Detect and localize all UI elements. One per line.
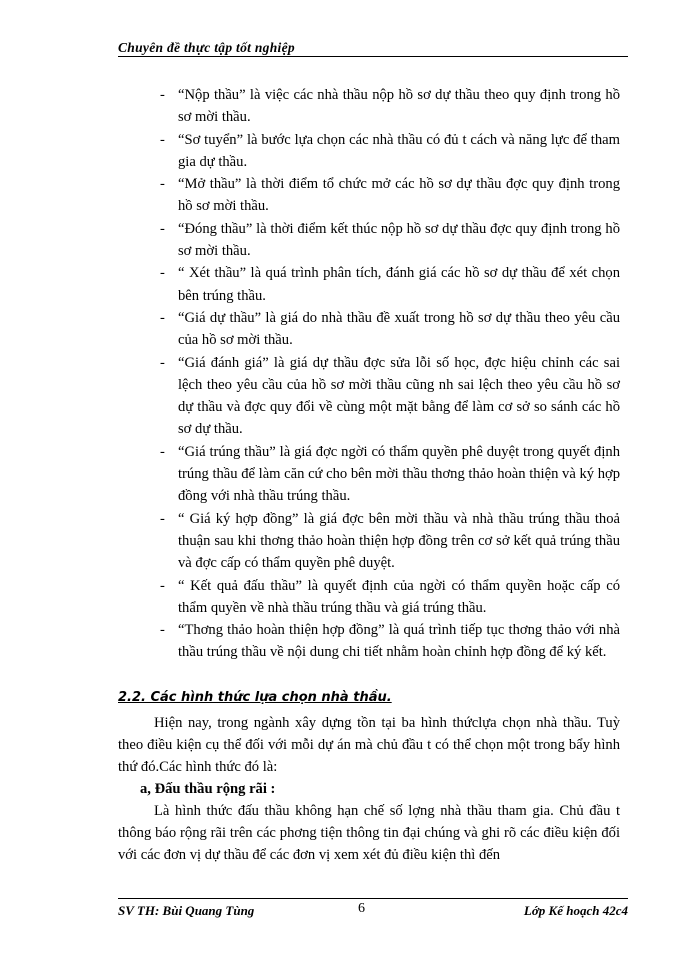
list-item [160, 173, 620, 218]
list-item-text: “ Giá ký hợp đồng” là giá đợc bên mời thầu và nhà thầu trúng thầu thoả thuận sau khi thơng thảo hoàn thiện hợp đồng trên cơ sở kết quả trúng thầu và đợc cấp có thẩm quyền phê duyệt. [178, 510, 620, 572]
list-item [160, 129, 620, 174]
page-footer [118, 898, 628, 921]
list-item [160, 508, 620, 575]
bullet-dash: - [160, 354, 165, 371]
bullet-dash: - [160, 220, 165, 237]
list-item [160, 575, 620, 620]
bullet-dash: - [160, 265, 165, 282]
bullet-dash: - [160, 309, 165, 326]
bullet-dash: - [160, 510, 165, 527]
list-item [160, 352, 620, 441]
bullet-dash: - [160, 577, 165, 594]
list-item-text: “Giá dự thầu” là giá do nhà thầu đề xuất trong hồ sơ dự thầu theo yêu cầu của hồ sơ mời thầu. [178, 309, 620, 349]
list-item-text: “Đóng thầu” là thời điểm kết thúc nộp hồ sơ dự thầu đợc quy định trong hồ sơ mời thầu. [178, 220, 620, 260]
list-item-text: “Sơ tuyển” là bước lựa chọn các nhà thầu có đủ t cách và năng lực để tham gia dự thầu. [178, 131, 620, 170]
list-item [160, 262, 620, 307]
footer-class: Lớp Kế hoạch 42c4 [523, 903, 628, 918]
section-heading: 2.2. Các hình thức lựa chọn nhà thầu. [118, 690, 392, 705]
list-item-text: “Thơng thảo hoàn thiện hợp đồng” là quá trình tiếp tục thơng thảo với nhà thầu trúng thầu về nội dung chi tiết nhằm hoàn chỉnh hợp đồng để ký kết. [178, 622, 620, 661]
page-number: 6 [358, 901, 365, 916]
page-header [118, 40, 628, 57]
header-title: Chuyên đề thực tập tốt nghiệp [118, 40, 295, 55]
list-item-text: “Giá trúng thầu” là giá đợc ngời có thẩm quyền phê duyệt trong quyết định trúng thầu để làm căn cứ cho bên mời thầu thơng thảo hoàn thiện và ký hợp đồng với nhà thầu trúng thầu. [178, 443, 621, 505]
footer-author: SV TH: Bùi Quang Tùng [118, 903, 255, 918]
paragraph: Hiện nay, trong ngành xây dựng tồn tại ba hình thứclựa chọn nhà thầu. Tuỳ theo điều kiện cụ thể đối với mỗi dự án mà chủ đầu t có thể chọn một trong bẩy hình thứ đó.Các hình thức đó là: [118, 715, 620, 775]
list-item [160, 307, 620, 352]
list-item-text: “Nộp thầu” là việc các nhà thầu nộp hồ sơ dự thầu theo quy định trong hồ sơ mời thầu. [178, 87, 620, 126]
list-item [160, 84, 620, 129]
list-item-text: “ Kết quả đấu thầu” là quyết định của ngời có thẩm quyền hoặc cấp có thẩm quyền về nhà thầu trúng thầu và giá trúng thầu. [178, 577, 620, 616]
bullet-dash: - [160, 443, 165, 460]
definition-list [160, 84, 620, 664]
list-item [160, 441, 620, 508]
list-item-text: “Giá đánh giá” là giá dự thầu đợc sửa lỗi số học, đợc hiệu chỉnh các sai lệch theo yêu cầu của hồ sơ mời thầu cũng nh sai lệch theo yêu cầu hồ sơ dự thầu và đợc quy đổi về cùng một mặt bằng để làm cơ sở so sánh các hồ sơ dự thầu. [178, 354, 620, 438]
body-text [118, 712, 620, 866]
list-item [160, 619, 620, 664]
list-item-text: “Mở thầu” là thời điểm tổ chức mở các hồ sơ dự thầu đợc quy định trong hồ sơ mời thầu. [178, 176, 620, 215]
bullet-dash: - [160, 131, 165, 148]
paragraph: Là hình thức đấu thầu không hạn chế số lợng nhà thầu tham gia. Chủ đầu t thông báo rộng rãi trên các phơng tiện thông tin đại chúng và ghi rõ các điều kiện đối với các đơn vị dự thầu để các đơn vị xem xét đủ điều kiện thì đến [118, 803, 620, 863]
bullet-dash: - [160, 87, 165, 103]
list-item [160, 218, 620, 263]
bullet-dash: - [160, 622, 165, 639]
subheading: a, Đấu thầu rộng rãi : [140, 781, 276, 797]
bullet-dash: - [160, 176, 165, 193]
list-item-text: “ Xét thầu” là quá trình phân tích, đánh giá các hồ sơ dự thầu để xét chọn bên trúng thầu. [178, 265, 620, 304]
